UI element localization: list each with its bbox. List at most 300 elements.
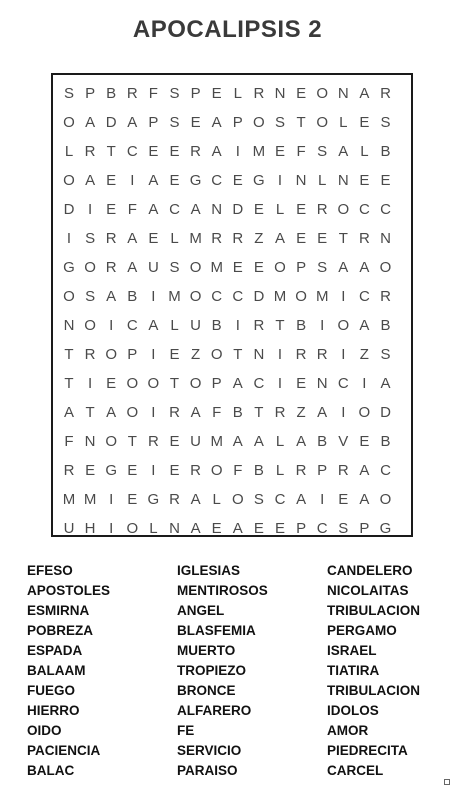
grid-letter[interactable]: R: [190, 462, 202, 479]
grid-letter[interactable]: B: [253, 462, 264, 479]
grid-letter[interactable]: C: [316, 520, 328, 537]
grid-letter[interactable]: A: [338, 259, 349, 276]
grid-letter[interactable]: C: [380, 201, 391, 218]
grid-row: [53, 79, 411, 108]
grid-letter[interactable]: R: [274, 404, 286, 421]
grid-letter[interactable]: S: [85, 230, 96, 247]
grid-letter[interactable]: E: [232, 259, 243, 276]
word-item: BLASFEMIA: [177, 623, 256, 638]
grid-letter[interactable]: N: [211, 201, 223, 218]
grid-letter[interactable]: E: [211, 85, 222, 102]
grid-letter[interactable]: A: [85, 172, 96, 189]
grid-letter[interactable]: R: [316, 201, 328, 218]
grid-letter[interactable]: C: [337, 375, 349, 392]
grid-letter[interactable]: M: [210, 259, 223, 276]
grid-letter[interactable]: E: [359, 172, 370, 189]
grid-letter[interactable]: B: [317, 433, 328, 450]
grid-letter[interactable]: D: [253, 288, 265, 305]
grid-letter[interactable]: I: [277, 346, 283, 363]
grid-letter[interactable]: U: [63, 520, 75, 537]
grid-letter[interactable]: E: [296, 375, 307, 392]
word-item: AMOR: [327, 723, 369, 738]
grid-letter[interactable]: I: [109, 317, 114, 334]
grid-letter[interactable]: E: [106, 375, 117, 392]
grid-letter[interactable]: C: [253, 375, 265, 392]
grid-letter[interactable]: A: [127, 230, 138, 247]
grid-letter[interactable]: S: [380, 346, 391, 363]
grid-letter[interactable]: P: [296, 520, 307, 537]
grid-letter[interactable]: A: [211, 143, 222, 160]
grid-row: [53, 108, 411, 137]
grid-letter[interactable]: O: [379, 259, 392, 276]
grid-letter[interactable]: O: [231, 491, 244, 508]
grid-letter[interactable]: C: [380, 462, 391, 479]
grid-letter[interactable]: G: [147, 491, 160, 508]
grid-letter[interactable]: A: [85, 114, 96, 131]
grid-letter[interactable]: O: [63, 172, 75, 189]
grid-letter[interactable]: A: [338, 143, 349, 160]
grid-letter[interactable]: S: [169, 85, 180, 102]
grid-letter[interactable]: A: [106, 288, 117, 305]
grid-letter[interactable]: E: [317, 230, 328, 247]
grid-letter[interactable]: R: [105, 230, 117, 247]
word-item: OIDO: [27, 723, 62, 738]
grid-letter[interactable]: R: [295, 462, 307, 479]
word-item: POBREZA: [27, 623, 94, 638]
word-item: TRIBULACION: [327, 603, 420, 618]
grid-letter[interactable]: E: [338, 491, 349, 508]
grid-letter[interactable]: A: [63, 404, 74, 421]
grid-letter[interactable]: E: [169, 172, 180, 189]
grid-letter[interactable]: B: [127, 288, 138, 305]
word-item: ANGEL: [177, 603, 225, 618]
grid-letter[interactable]: L: [318, 172, 327, 189]
grid-letter[interactable]: E: [359, 433, 370, 450]
grid-letter[interactable]: I: [109, 491, 114, 508]
grid-letter[interactable]: N: [274, 85, 286, 102]
grid-letter[interactable]: O: [105, 346, 118, 363]
word-item: PERGAMO: [327, 623, 397, 638]
grid-letter[interactable]: A: [359, 317, 370, 334]
word-item: PIEDRECITA: [327, 743, 408, 758]
grid-letter[interactable]: G: [253, 172, 265, 189]
grid-letter[interactable]: L: [170, 230, 179, 247]
grid-letter[interactable]: C: [211, 288, 223, 305]
grid-letter[interactable]: E: [296, 85, 307, 102]
grid-letter[interactable]: A: [296, 433, 307, 450]
grid-letter[interactable]: E: [190, 114, 201, 131]
grid-letter[interactable]: E: [296, 201, 307, 218]
grid-letter[interactable]: R: [84, 346, 96, 363]
grid-letter[interactable]: I: [151, 346, 156, 363]
grid-letter[interactable]: N: [337, 172, 349, 189]
grid-letter[interactable]: E: [169, 462, 180, 479]
grid-letter[interactable]: O: [63, 114, 75, 131]
grid-letter[interactable]: R: [169, 404, 180, 421]
grid-letter[interactable]: P: [232, 114, 243, 131]
grid-letter[interactable]: F: [64, 433, 74, 450]
grid-letter[interactable]: A: [127, 259, 138, 276]
grid-letter[interactable]: B: [232, 404, 243, 421]
grid-letter[interactable]: O: [379, 491, 392, 508]
grid-letter[interactable]: S: [338, 520, 349, 537]
grid-letter[interactable]: A: [232, 375, 243, 392]
grid-letter[interactable]: D: [63, 201, 75, 218]
grid-letter[interactable]: T: [275, 317, 285, 334]
grid-letter[interactable]: O: [84, 259, 96, 276]
grid-letter[interactable]: R: [63, 462, 75, 479]
grid-letter[interactable]: O: [337, 317, 350, 334]
grid-letter[interactable]: G: [105, 462, 118, 479]
grid-letter[interactable]: T: [338, 230, 348, 247]
grid-letter[interactable]: E: [148, 230, 159, 247]
grid-letter[interactable]: C: [232, 288, 244, 305]
grid-letter[interactable]: R: [147, 433, 159, 450]
word-item: APOSTOLES: [27, 583, 111, 598]
grid-letter[interactable]: O: [253, 114, 265, 131]
grid-letter[interactable]: N: [169, 520, 180, 537]
grid-row: [53, 514, 411, 543]
grid-letter[interactable]: E: [253, 259, 264, 276]
grid-letter[interactable]: R: [169, 491, 180, 508]
grid-letter[interactable]: L: [339, 114, 348, 131]
word-item: SERVICIO: [177, 743, 242, 758]
grid-letter[interactable]: H: [84, 520, 96, 537]
grid-letter[interactable]: S: [169, 114, 180, 131]
grid-letter[interactable]: L: [275, 201, 285, 218]
grid-letter[interactable]: T: [233, 346, 243, 363]
grid-letter[interactable]: R: [190, 143, 202, 160]
grid-letter[interactable]: P: [359, 520, 370, 537]
grid-letter[interactable]: E: [106, 201, 117, 218]
grid-letter[interactable]: C: [358, 288, 370, 305]
grid-row: [53, 137, 411, 166]
word-item: TROPIEZO: [177, 663, 247, 678]
grid-letter[interactable]: L: [149, 520, 158, 537]
grid-letter[interactable]: A: [232, 520, 243, 537]
grid-letter[interactable]: A: [148, 201, 159, 218]
grid-letter[interactable]: O: [210, 462, 223, 479]
grid-letter[interactable]: I: [362, 375, 367, 392]
grid-letter[interactable]: E: [380, 172, 391, 189]
grid-letter[interactable]: E: [127, 462, 138, 479]
grid-letter[interactable]: T: [106, 143, 116, 160]
grid-letter[interactable]: A: [359, 491, 370, 508]
grid-letter[interactable]: E: [253, 201, 264, 218]
grid-letter[interactable]: L: [212, 491, 221, 508]
grid-row: [53, 398, 411, 427]
grid-letter[interactable]: O: [63, 288, 75, 305]
word-item: CANDELERO: [327, 563, 413, 578]
grid-letter[interactable]: A: [190, 404, 201, 421]
grid-letter[interactable]: O: [126, 520, 139, 537]
grid-letter[interactable]: Z: [359, 346, 369, 363]
word-item: FE: [177, 723, 195, 738]
grid-row: [53, 195, 411, 224]
grid-letter[interactable]: N: [380, 230, 391, 247]
grid-row: [53, 340, 411, 369]
grid-letter[interactable]: B: [296, 317, 307, 334]
grid-letter[interactable]: R: [253, 317, 265, 334]
grid-letter[interactable]: Z: [296, 404, 306, 421]
grid-letter[interactable]: S: [85, 288, 96, 305]
grid-letter[interactable]: N: [63, 317, 75, 334]
grid-letter[interactable]: B: [380, 143, 391, 160]
grid-letter[interactable]: A: [190, 491, 201, 508]
word-item: TRIBULACION: [327, 683, 420, 698]
grid-letter[interactable]: A: [232, 433, 243, 450]
grid-letter[interactable]: N: [316, 375, 328, 392]
word-item: EFESO: [27, 563, 73, 578]
grid-letter[interactable]: U: [190, 433, 202, 450]
grid-letter[interactable]: U: [190, 317, 202, 334]
grid-letter[interactable]: I: [151, 404, 156, 421]
grid-letter[interactable]: M: [210, 433, 223, 450]
grid-letter[interactable]: U: [147, 259, 159, 276]
grid-letter[interactable]: I: [320, 491, 325, 508]
grid-letter[interactable]: E: [359, 114, 370, 131]
grid-letter[interactable]: R: [126, 85, 138, 102]
grid-row: [53, 311, 411, 340]
grid-letter[interactable]: O: [274, 259, 286, 276]
word-item: ESMIRNA: [27, 603, 90, 618]
grid-row: [53, 166, 411, 195]
grid-letter[interactable]: I: [66, 230, 72, 247]
grid-row: [53, 224, 411, 253]
word-item: MUERTO: [177, 643, 236, 658]
word-column-2: [177, 561, 268, 781]
grid-letter[interactable]: C: [211, 172, 223, 189]
grid-letter[interactable]: E: [274, 520, 285, 537]
grid-letter[interactable]: T: [64, 346, 74, 363]
grid-letter[interactable]: I: [109, 520, 114, 537]
grid-letter[interactable]: N: [253, 346, 265, 363]
grid-letter[interactable]: S: [317, 143, 328, 160]
grid-letter[interactable]: C: [169, 201, 180, 218]
grid-letter[interactable]: I: [235, 143, 240, 160]
grid-letter[interactable]: E: [232, 172, 243, 189]
grid-letter[interactable]: M: [83, 491, 97, 508]
grid-letter[interactable]: I: [341, 404, 346, 421]
grid-letter[interactable]: A: [148, 317, 159, 334]
grid-letter[interactable]: E: [169, 433, 180, 450]
grid-letter[interactable]: Z: [191, 346, 201, 363]
grid-letter[interactable]: S: [380, 114, 391, 131]
grid-letter[interactable]: I: [151, 288, 156, 305]
word-item: HIERRO: [27, 703, 80, 718]
grid-letter[interactable]: D: [105, 114, 117, 131]
word-item: ISRAEL: [327, 643, 377, 658]
grid-letter[interactable]: R: [211, 230, 223, 247]
grid-letter[interactable]: A: [190, 201, 201, 218]
grid-letter[interactable]: R: [358, 230, 370, 247]
grid-letter[interactable]: I: [277, 375, 283, 392]
grid-letter[interactable]: O: [126, 375, 139, 392]
grid-letter[interactable]: A: [106, 404, 117, 421]
grid-letter[interactable]: G: [63, 259, 75, 276]
grid-row: [53, 485, 411, 514]
grid-letter[interactable]: P: [148, 114, 159, 131]
grid-letter[interactable]: S: [274, 114, 285, 131]
grid-letter[interactable]: T: [85, 404, 95, 421]
grid-letter[interactable]: E: [253, 520, 264, 537]
grid-letter[interactable]: L: [233, 85, 242, 102]
grid-letter[interactable]: O: [358, 404, 371, 421]
grid-letter[interactable]: E: [296, 230, 307, 247]
grid-letter[interactable]: C: [126, 143, 138, 160]
word-item: ESPADA: [27, 643, 83, 658]
grid-letter[interactable]: G: [189, 172, 202, 189]
grid-letter[interactable]: I: [320, 317, 325, 334]
grid-letter[interactable]: L: [275, 462, 285, 479]
grid-letter[interactable]: O: [316, 85, 329, 102]
word-item: IGLESIAS: [177, 563, 241, 578]
grid-letter[interactable]: M: [252, 143, 266, 160]
grid-letter[interactable]: M: [168, 288, 181, 305]
grid-letter[interactable]: F: [233, 462, 243, 479]
grid-letter[interactable]: L: [360, 143, 369, 160]
grid-letter[interactable]: P: [190, 85, 201, 102]
word-item: FUEGO: [27, 683, 76, 698]
grid-letter[interactable]: O: [189, 375, 202, 392]
grid-letter[interactable]: A: [148, 172, 159, 189]
word-item: BRONCE: [177, 683, 236, 698]
grid-letter[interactable]: A: [359, 85, 370, 102]
grid-letter[interactable]: R: [84, 143, 96, 160]
grid-letter[interactable]: M: [315, 288, 329, 305]
grid-letter[interactable]: A: [211, 114, 222, 131]
grid-letter[interactable]: I: [341, 288, 346, 305]
grid-letter[interactable]: O: [84, 317, 96, 334]
grid-letter[interactable]: S: [253, 491, 264, 508]
grid-letter[interactable]: A: [380, 375, 391, 392]
grid-letter[interactable]: E: [169, 346, 180, 363]
grid-letter[interactable]: B: [380, 317, 391, 334]
grid-letter[interactable]: R: [316, 346, 328, 363]
grid-letter[interactable]: B: [106, 85, 117, 102]
grid-letter[interactable]: I: [277, 172, 283, 189]
grid-letter[interactable]: T: [64, 375, 74, 392]
grid-letter[interactable]: M: [189, 230, 202, 247]
grid-letter[interactable]: A: [359, 259, 370, 276]
grid-letter[interactable]: A: [274, 230, 285, 247]
grid-letter[interactable]: E: [148, 143, 159, 160]
word-item: TIATIRA: [327, 663, 380, 678]
grid-letter[interactable]: F: [296, 143, 306, 160]
grid-letter[interactable]: C: [126, 317, 138, 334]
grid-letter[interactable]: O: [189, 288, 202, 305]
grid-letter[interactable]: O: [105, 433, 118, 450]
word-column-3: [327, 561, 420, 781]
grid-letter[interactable]: M: [62, 491, 76, 508]
grid-letter[interactable]: I: [88, 201, 93, 218]
grid-letter[interactable]: T: [169, 375, 180, 392]
grid-letter[interactable]: T: [127, 433, 137, 450]
grid-letter[interactable]: R: [232, 230, 244, 247]
letter-grid[interactable]: [51, 73, 413, 537]
grid-letter[interactable]: O: [316, 114, 329, 131]
grid-letter[interactable]: O: [337, 201, 350, 218]
grid-letter[interactable]: E: [274, 143, 285, 160]
grid-letter[interactable]: A: [359, 462, 370, 479]
word-item: CARCEL: [327, 763, 384, 778]
word-item: IDOLOS: [327, 703, 379, 718]
grid-row: [53, 427, 411, 456]
grid-letter[interactable]: A: [190, 520, 201, 537]
grid-letter[interactable]: L: [64, 143, 74, 160]
grid-letter[interactable]: R: [253, 85, 265, 102]
grid-letter[interactable]: E: [169, 143, 180, 160]
grid-letter[interactable]: E: [127, 491, 138, 508]
grid-letter[interactable]: C: [274, 491, 286, 508]
grid-letter[interactable]: D: [232, 201, 244, 218]
grid-letter[interactable]: I: [130, 172, 135, 189]
grid-letter[interactable]: R: [380, 288, 391, 305]
grid-letter[interactable]: V: [338, 433, 349, 450]
grid-letter[interactable]: F: [127, 201, 137, 218]
grid-letter[interactable]: E: [106, 172, 117, 189]
grid-letter[interactable]: F: [212, 404, 222, 421]
grid-letter[interactable]: S: [63, 85, 74, 102]
resize-handle: [444, 779, 450, 785]
grid-letter[interactable]: I: [341, 346, 346, 363]
grid-letter[interactable]: P: [296, 259, 307, 276]
grid-letter[interactable]: D: [380, 404, 391, 421]
grid-letter[interactable]: S: [317, 259, 328, 276]
grid-letter[interactable]: P: [211, 375, 222, 392]
grid-letter[interactable]: P: [85, 85, 96, 102]
grid-letter[interactable]: O: [295, 288, 307, 305]
grid-letter[interactable]: A: [253, 433, 264, 450]
grid-letter[interactable]: B: [211, 317, 222, 334]
grid-letter[interactable]: C: [358, 201, 370, 218]
grid-letter[interactable]: O: [126, 404, 139, 421]
grid-letter[interactable]: P: [317, 462, 328, 479]
grid-letter[interactable]: N: [84, 433, 96, 450]
grid-letter[interactable]: F: [148, 85, 158, 102]
grid-letter[interactable]: R: [337, 462, 349, 479]
grid-letter[interactable]: A: [296, 491, 307, 508]
grid-letter[interactable]: R: [105, 259, 117, 276]
grid-letter[interactable]: N: [295, 172, 307, 189]
grid-letter[interactable]: L: [275, 433, 285, 450]
grid-letter[interactable]: P: [127, 346, 138, 363]
word-item: BALAAM: [27, 663, 86, 678]
grid-letter[interactable]: M: [273, 288, 287, 305]
grid-letter[interactable]: I: [88, 375, 93, 392]
grid-letter[interactable]: T: [296, 114, 306, 131]
grid-letter[interactable]: T: [254, 404, 264, 421]
grid-letter[interactable]: E: [85, 462, 96, 479]
grid-letter[interactable]: E: [211, 520, 222, 537]
grid-letter[interactable]: Z: [254, 230, 264, 247]
grid-letter[interactable]: L: [170, 317, 179, 334]
grid-letter[interactable]: B: [380, 433, 391, 450]
word-item: MENTIROSOS: [177, 583, 268, 598]
grid-letter[interactable]: O: [210, 346, 223, 363]
grid-letter[interactable]: O: [147, 375, 160, 392]
grid-letter[interactable]: N: [337, 85, 349, 102]
grid-letter[interactable]: G: [379, 520, 392, 537]
grid-letter[interactable]: I: [235, 317, 240, 334]
grid-letter[interactable]: R: [295, 346, 307, 363]
grid-letter[interactable]: S: [169, 259, 180, 276]
grid-letter[interactable]: A: [317, 404, 328, 421]
grid-letter[interactable]: I: [151, 462, 156, 479]
grid-letter[interactable]: A: [127, 114, 138, 131]
grid-letter[interactable]: R: [380, 85, 391, 102]
grid-letter[interactable]: O: [189, 259, 202, 276]
